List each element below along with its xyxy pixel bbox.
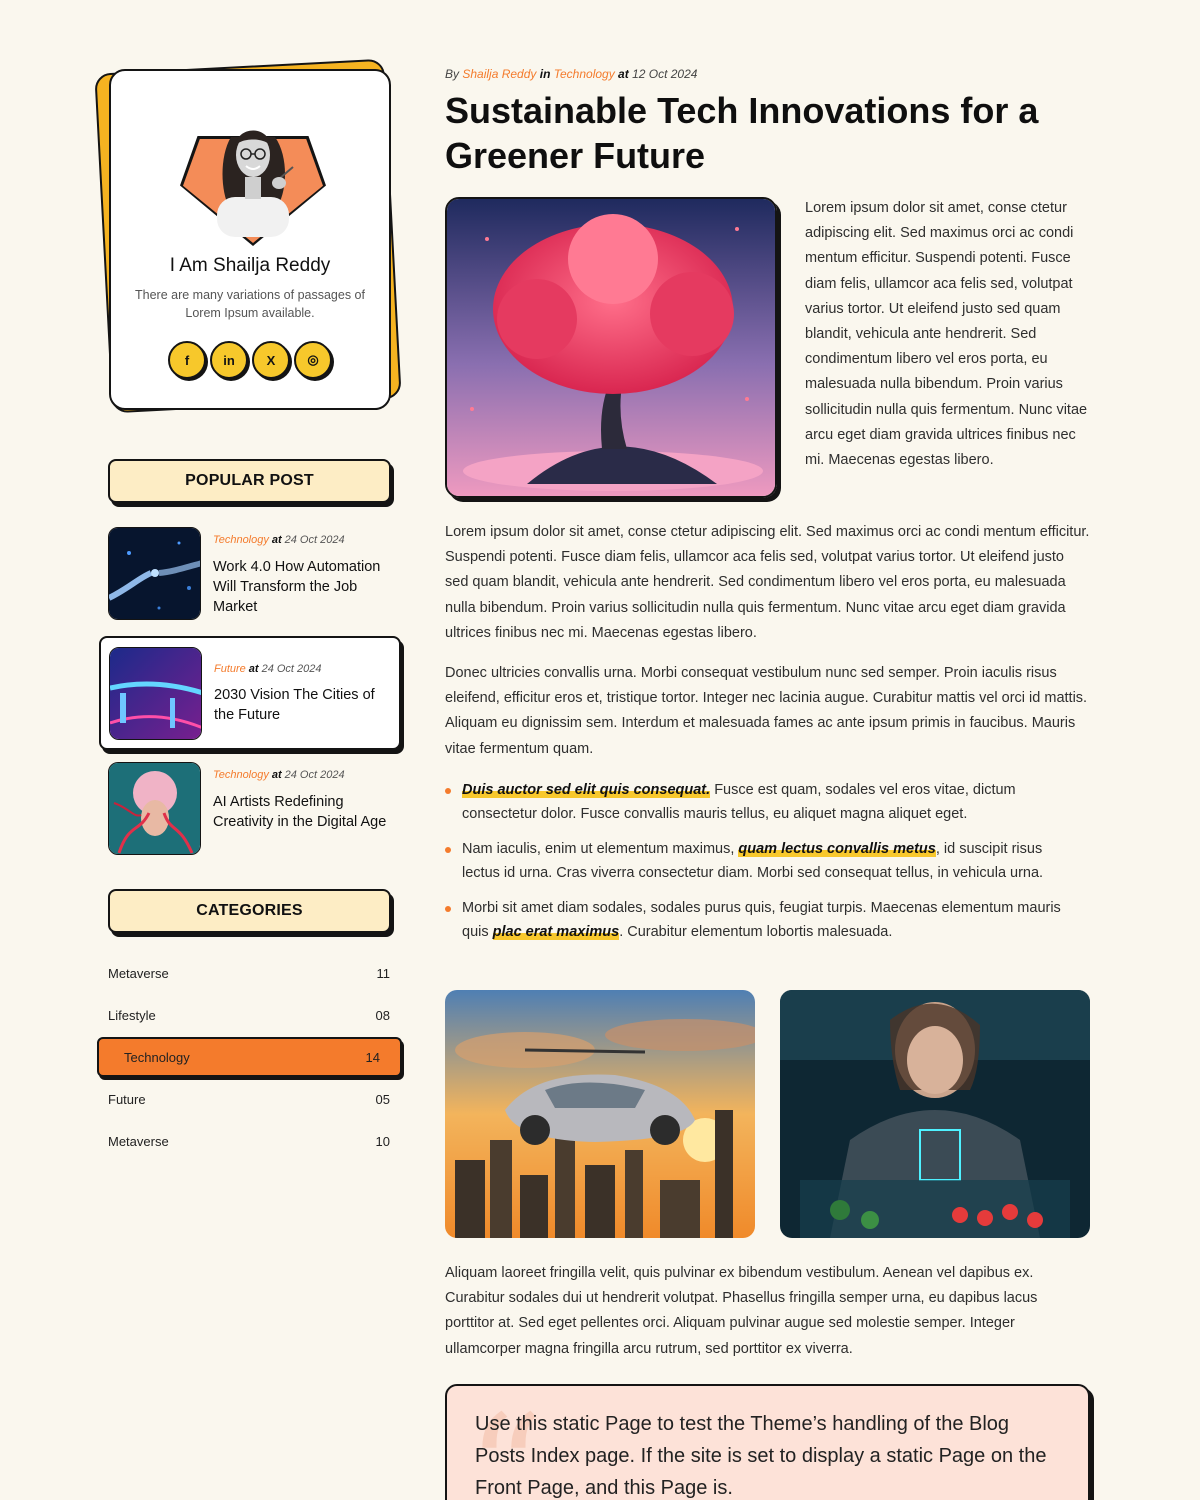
linkedin-icon[interactable]: in bbox=[210, 341, 248, 379]
quote-text: Use this static Page to test the Theme’s handling of the Blog Posts Index page. If the site is set to display a static Page on the Front Page, and this Page is. bbox=[475, 1413, 1047, 1499]
article-date: 12 Oct 2024 bbox=[632, 67, 698, 81]
post-thumbnail[interactable] bbox=[109, 647, 202, 740]
body-paragraph-3: Aliquam laoreet fringilla velit, quis pulvinar ex bibendum vestibulum. Aenean vel dapibus ex. Curabitur sodales dui ut hendrerit volutpat. Phasellus fringilla semper urna, eu dapibus lacus porttitor at. Sed eget pellentes orci. Aliquam pulvinar augue sed molestie semper. Integer ullamcorper magna fringilla arcu rutrum, sed porttitor ex viverra. bbox=[445, 1265, 1038, 1357]
avatar bbox=[209, 97, 297, 237]
author-description: There are many variations of passages of Lorem Ipsum available. bbox=[135, 288, 365, 320]
x-icon[interactable]: X bbox=[252, 341, 290, 379]
post-date: 24 Oct 2024 bbox=[261, 663, 322, 675]
highlight-text: quam lectus convallis metus bbox=[738, 841, 936, 857]
bullet-item: Duis auctor sed elit quis consequat. Fusce est quam, sodales vel eros vitae, dictum consectetur dolor. Fusce convallis mauris tellus, eu aliquet magna aliquet eget. bbox=[445, 778, 1065, 826]
post-category[interactable]: Future bbox=[214, 663, 246, 675]
category-count: 08 bbox=[375, 1007, 390, 1023]
body-paragraph-1: Lorem ipsum dolor sit amet, conse ctetur adipiscing elit. Sed maximus orci ac condi mentum efficitur. Suspendi potenti. Fusce diam felis, ullamcor aca felis sed, volutpat varius tortor. Ut eleifend justo sed quam blandit, vehicula ante hendrerit. Sed condimentum libero vel eros porta, eu malesuada nulla bibendum. Proin varius sollicitudin nulla quis fermentum. Nunc vitae arcu eget diam gravida ultrices finibus nec mi. Maecenas egestas libero. bbox=[445, 524, 1090, 641]
author-card-body bbox=[109, 69, 391, 410]
hero-image bbox=[445, 197, 777, 498]
bullet-item: Morbi sit amet diam sodales, sodales purus quis, feugiat turpis. Maecenas elementum mauris quis plac erat maximus. Curabitur elementum lobortis malesuada. bbox=[445, 896, 1065, 944]
post-title[interactable]: Work 4.0 How Automation Will Transform the Job Market bbox=[213, 559, 381, 615]
highlight-text: plac erat maximus bbox=[492, 924, 620, 940]
intro-paragraph: Lorem ipsum dolor sit amet, conse ctetur adipiscing elit. Sed maximus orci ac condi mentum efficitur. Suspendi potenti. Fusce diam felis, ullamcor aca felis sed, volutpat varius tortor. Ut eleifend justo sed quam blandit, vehicula ante hendrerit. Sed condimentum libero vel eros porta, eu malesuada nulla bibendum. Proin varius sollicitudin nulla quis fermentum. Nunc vitae arcu eget diam gravida ultrices finibus nec mi. Maecenas egestas libero. bbox=[805, 200, 1088, 469]
post-meta: Technology at 24 Oct 2024 bbox=[213, 769, 345, 781]
popular-post-heading: POPULAR POST bbox=[108, 459, 391, 503]
post-title[interactable]: AI Artists Redefining Creativity in the Digital Age bbox=[213, 794, 387, 830]
category-count: 05 bbox=[375, 1091, 390, 1107]
category-name: Lifestyle bbox=[108, 1007, 156, 1023]
post-title[interactable]: 2030 Vision The Cities of the Future bbox=[214, 687, 375, 723]
author-card bbox=[103, 66, 401, 412]
author-name: I Am Shailja Reddy bbox=[169, 255, 331, 276]
category-list bbox=[97, 952, 402, 1162]
post-category[interactable]: Technology bbox=[213, 769, 269, 781]
body-paragraph-2: Donec ultricies convallis urna. Morbi consequat vestibulum nunc sed semper. Proin iaculis risus eleifend, efficitur eros et, tristique tortor. Integer nec lacinia augue. Curabitur mattis vel orci id mattis. Aliquam eu dignissim sem. Interdum et malesuada fames ac ante ipsum primis in faucibus. Mauris vitae fermentum quam. bbox=[445, 665, 1088, 757]
post-date: 24 Oct 2024 bbox=[284, 534, 345, 546]
category-count: 11 bbox=[376, 965, 390, 981]
popular-post-item-active[interactable] bbox=[99, 636, 401, 750]
flying-car-image bbox=[445, 990, 755, 1238]
category-name: Metaverse bbox=[108, 1133, 169, 1149]
popular-post-item[interactable] bbox=[108, 527, 398, 621]
popular-post-item[interactable] bbox=[108, 762, 398, 856]
category-item-future[interactable] bbox=[97, 1078, 402, 1120]
post-thumbnail[interactable] bbox=[108, 527, 201, 620]
category-count: 14 bbox=[365, 1049, 380, 1065]
highlight-text: Duis auctor sed elit quis consequat. bbox=[462, 782, 711, 798]
category-item-technology[interactable] bbox=[97, 1037, 402, 1077]
category-item-lifestyle[interactable] bbox=[97, 994, 402, 1036]
category-name: Metaverse bbox=[108, 965, 169, 981]
post-date: 24 Oct 2024 bbox=[284, 769, 345, 781]
quote-icon: “ bbox=[467, 1384, 544, 1500]
bullet-item: Nam iaculis, enim ut elementum maximus, quam lectus convallis metus, id suscipit risus lectus id urna. Cras viverra consectetur diam. Morbi sed consequat tellus, in vehicula urna. bbox=[445, 837, 1065, 885]
category-item-metaverse[interactable] bbox=[97, 952, 402, 994]
category-name: Future bbox=[108, 1091, 146, 1107]
bullet-list bbox=[445, 778, 1065, 955]
ai-cooking-image bbox=[780, 990, 1090, 1238]
instagram-icon[interactable]: ◎ bbox=[294, 341, 332, 379]
blockquote bbox=[445, 1384, 1090, 1500]
post-meta: Future at 24 Oct 2024 bbox=[214, 663, 322, 675]
category-count: 10 bbox=[375, 1133, 390, 1149]
social-links bbox=[111, 341, 389, 379]
category-name: Technology bbox=[124, 1049, 190, 1065]
facebook-icon[interactable]: f bbox=[168, 341, 206, 379]
author-link[interactable]: Shailja Reddy bbox=[462, 67, 537, 81]
post-thumbnail[interactable] bbox=[108, 762, 201, 855]
post-category[interactable]: Technology bbox=[213, 534, 269, 546]
post-meta: Technology at 24 Oct 2024 bbox=[213, 534, 345, 546]
categories-heading: CATEGORIES bbox=[108, 889, 391, 933]
article-title: Sustainable Tech Innovations for a Greener Future bbox=[445, 90, 1039, 176]
category-item-metaverse-2[interactable] bbox=[97, 1120, 402, 1162]
category-link[interactable]: Technology bbox=[553, 67, 615, 81]
article-byline: By Shailja Reddy in Technology at 12 Oct 2024 bbox=[445, 67, 698, 81]
